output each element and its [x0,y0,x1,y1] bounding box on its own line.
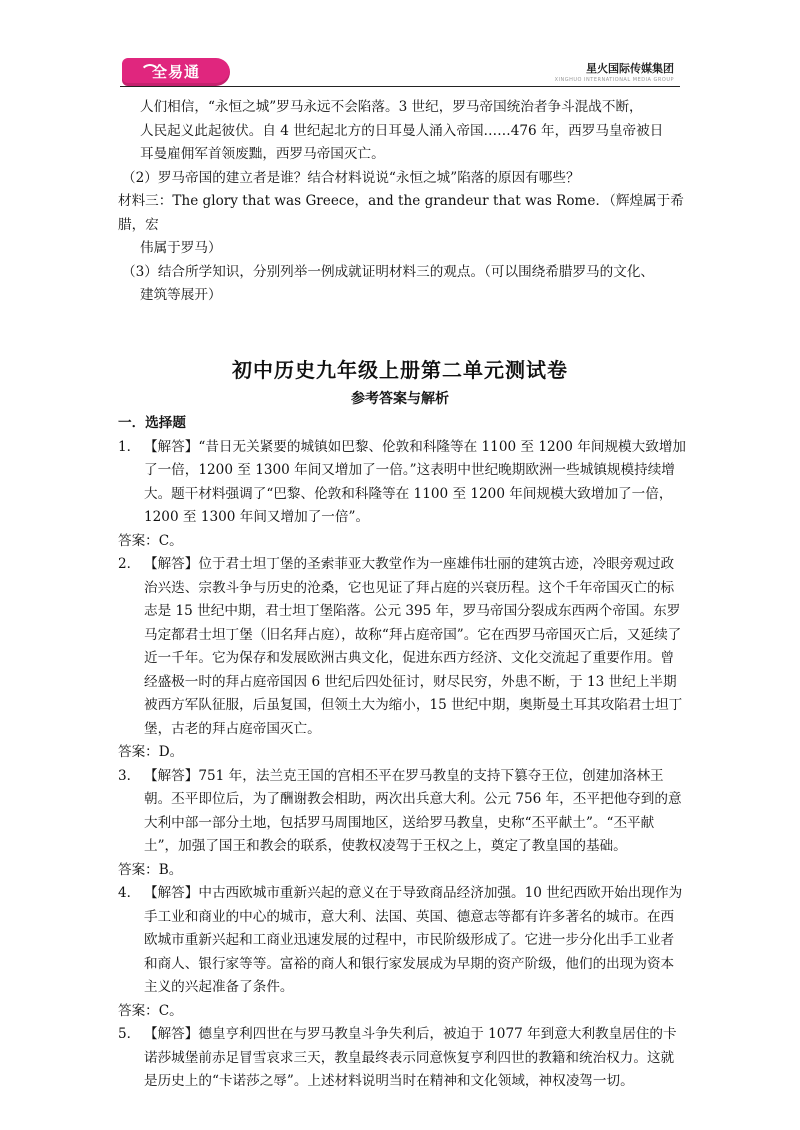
item-answer: 答案：B。 [118,861,183,878]
material-3: 材料三：The glory that was Greece，and the grandeur that was Rome．（辉煌属于希腊，宏 [118,193,684,233]
logo-text: 全易通 [151,63,200,81]
item-explanation: 【解答】德皇亨利四世在与罗马教皇斗争失利后，被迫于 1077 年到意大利教皇居住的卡诺莎城堡前赤足冒雪哀求三天，教皇最终表示同意恢复亨利四世的教籍和统治权力。这就是历史上的“卡诺莎之辱”。上述材料说明当时在精神和文化领域，神权凌驾一切。 [144,1026,677,1089]
material-line: 人们相信，“永恒之城”罗马永远不会陷落。3 世纪，罗马帝国统治者争斗混战不断， [140,99,643,115]
item-explanation: 【解答】中古西欧城市重新兴起的意义在于导致商品经济加强。10 世纪西欧开始出现作为手工业和商业的中心的城市，意大利、法国、英国、德意志等都有许多著名的城市。在西欧城市重新兴起和工商业迅速发展的过程中，市民阶级形成了。它进一步分化出手工业者和商人、银行家等等。富裕的商人和银行家发展成为早期的资产阶级，他们的出现为资本主义的兴起准备了条件。 [144,885,683,995]
answer-item [118,436,686,530]
answer-item [118,765,686,859]
publisher-subtitle: XINGHUO INTERNATIONAL MEDIA GROUP [554,77,674,83]
section-heading: 一．选择题 [118,415,186,431]
document-subtitle: 参考答案与解析 [351,391,449,407]
item-number: 1． [118,438,141,455]
question-3-cont: 建筑等展开） [140,287,222,303]
item-explanation: 【解答】“昔日无关紧要的城镇如巴黎、伦敦和科隆等在 1100 至 1200 年间规模大致增加了一倍，1200 至 1300 年间又增加了一倍。”这表明中世纪晚期欧洲一些城镇规模持续增大。题干材料强调了“巴黎、伦敦和科隆等在 1100 至 1200 年间规模大致增加了一倍，1200 至 1300 年间又增加了一倍”。 [144,438,687,525]
item-number: 3． [118,767,141,784]
answer-item [118,553,686,741]
answer-item [118,882,686,1000]
item-explanation: 【解答】位于君士坦丁堡的圣索菲亚大教堂作为一座雄伟壮丽的建筑古迹，冷眼旁观过政治兴迭、宗教斗争与历史的沧桑，它也见证了拜占庭的兴衰历程。这个千年帝国灭亡的标志是 15 世纪中期，君士坦丁堡陷落。公元 395 年，罗马帝国分裂成东西两个帝国。东罗马定都君士坦丁堡（旧名拜占庭），故称“拜占庭帝国”。它在西罗马帝国灭亡后，又延续了近一千年。它为保存和发展欧洲古典文化，促进东西方经济、文化交流起了重要作用。曾经盛极一时的拜占庭帝国因 6 世纪后四处征讨，财尽民穷，外患不断，于 13 世纪上半期被西方军队征服，后虽复国，但领土大为缩小，15 世纪中期，奥斯曼土耳其攻陷君士坦丁堡，古老的拜占庭帝国灭亡。 [144,556,683,737]
material-3-cont: 伟属于罗马） [140,240,222,256]
item-explanation: 【解答】751 年，法兰克王国的宫相丕平在罗马教皇的支持下篡夺王位，创建加洛林王朝。丕平即位后，为了酬谢教会相助，两次出兵意大利。公元 756 年，丕平把他夺到的意大利中部一部分土地，包括罗马周围地区，送给罗马教皇，史称“丕平献土”。“丕平献土”，加强了国王和教会的联系，使教权凌驾于王权之上，奠定了教皇国的基础。 [144,767,682,854]
header-rule [120,86,680,87]
material-line: 人民起义此起彼伏。自 4 世纪起北方的日耳曼人涌入帝国……476 年，西罗马皇帝被日 [140,122,664,139]
question-2: （2）罗马帝国的建立者是谁？结合材料说说“永恒之城”陷落的原因有哪些？ [122,169,580,186]
item-number: 5． [118,1026,141,1042]
item-number: 4． [118,885,141,901]
item-answer: 答案：C。 [118,1002,183,1019]
publisher-name: 星火国际传媒集团 [586,62,674,75]
question-3: （3）结合所学知识，分别列举一例成就证明材料三的观点。（可以围绕希腊罗马的文化、 [122,263,655,280]
brand-logo [122,58,230,86]
previous-question-continuation [118,96,686,308]
item-answer: 答案：C。 [118,532,183,549]
page-header [0,0,800,90]
item-number: 2． [118,556,141,572]
answer-item [118,1023,686,1094]
publisher-brand [555,60,674,83]
material-line: 耳曼雇佣军首领废黜，西罗马帝国灭亡。 [140,146,385,162]
answer-section [118,412,686,1094]
item-answer: 答案：D。 [118,744,184,760]
document-title: 初中历史九年级上册第二单元测试卷 [232,358,568,382]
